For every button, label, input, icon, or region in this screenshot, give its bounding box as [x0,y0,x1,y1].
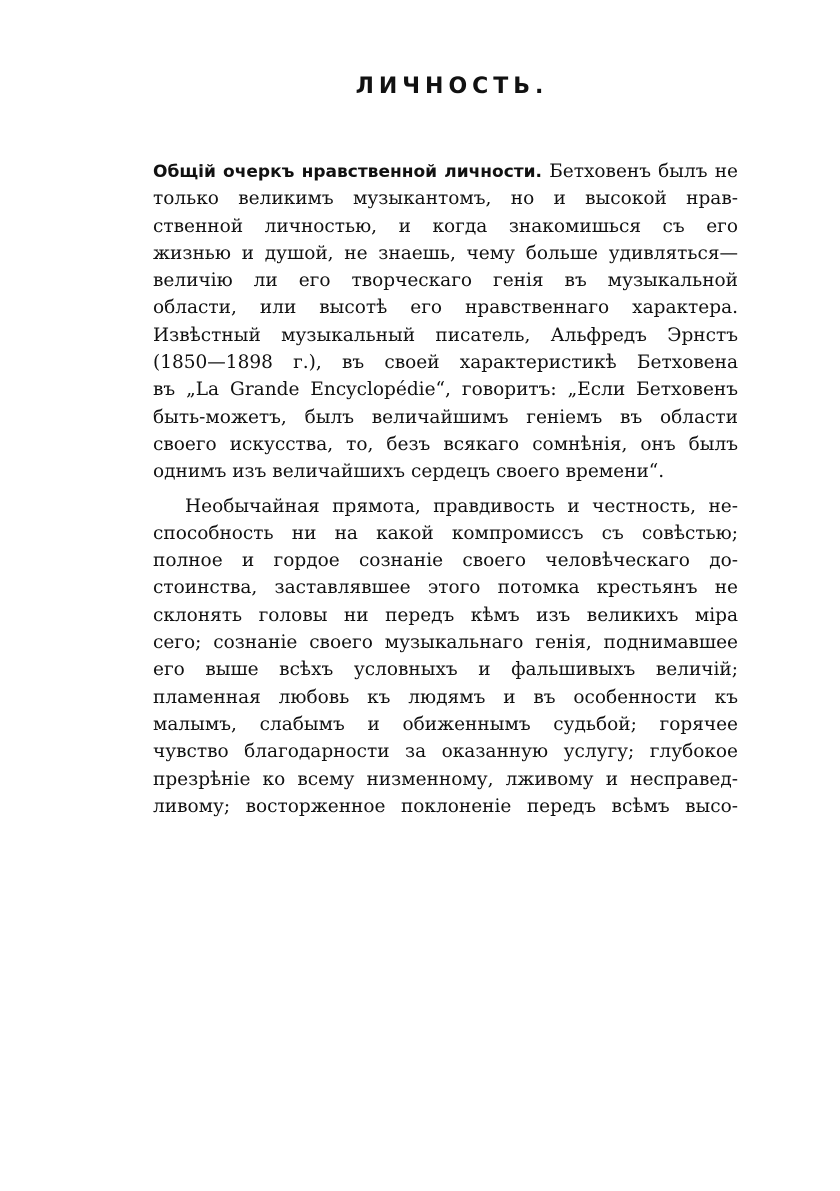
text-line: области, или высотѣ его нравственнаго характера. [153,297,738,319]
text-fragment: Бетховенъ былъ не [549,161,738,182]
text-line: жизнью и душой, не знаешь, чему больше удивляться— [153,242,738,264]
paragraph-2 [153,493,738,821]
text-line: презрѣніе ко всему низменному, лживому и несправед- [153,768,738,790]
text-line: его выше всѣхъ условныхъ и фальшивыхъ величій; [153,659,738,681]
text-line: однимъ изъ величайшихъ сердецъ своего времени“. [153,461,665,483]
section-heading: Общій очеркъ нравственной личности. [153,162,543,182]
text-line: полное и гордое сознаніе своего человѣческаго до- [153,550,738,572]
body-text [153,158,738,820]
text-line: своего искусства, то, безъ всякаго сомнѣнія, онъ былъ [153,433,738,455]
text-line [153,158,738,185]
text-line: въ „La Grande Encyclopédie“, говоритъ: „Если Бетховенъ [153,379,738,401]
text-line: малымъ, слабымъ и обиженнымъ судьбой; горячее [153,713,738,735]
text-line: ственной личностью, и когда знакомишься съ его [153,215,738,237]
text-line: склонять головы ни передъ кѣмъ изъ великихъ міра [153,604,738,626]
text-line: Извѣстный музыкальный писатель, Альфредъ Эрнстъ [153,324,738,346]
text-line: Необычайная прямота, правдивость и честность, не- [185,495,738,517]
text-line: способность ни на какой компромиссъ съ совѣстью; [153,522,738,544]
text-line: сего; сознаніе своего музыкальнаго генія, поднимавшее [153,632,738,654]
text-line: быть-можетъ, былъ величайшимъ геніемъ въ области [153,406,738,428]
page-title: ЛИЧНОСТЬ. [355,74,549,99]
text-line: пламенная любовь къ людямъ и въ особенности къ [153,686,738,708]
text-line: величію ли его творческаго генія въ музыкальной [153,270,738,292]
text-line: ливому; восторженное поклоненіе передъ всѣмъ высо- [153,795,738,817]
paragraph-spacer [153,486,738,493]
paragraph-1 [153,158,738,486]
text-line: чувство благодарности за оказанную услугу; глубокое [153,741,738,763]
text-line: (1850—1898 г.), въ своей характеристикѣ Бетховена [153,352,738,374]
text-line: стоинства, заставлявшее этого потомка крестьянъ не [153,577,738,599]
text-line: только великимъ музыкантомъ, но и высокой нрав- [153,188,738,210]
